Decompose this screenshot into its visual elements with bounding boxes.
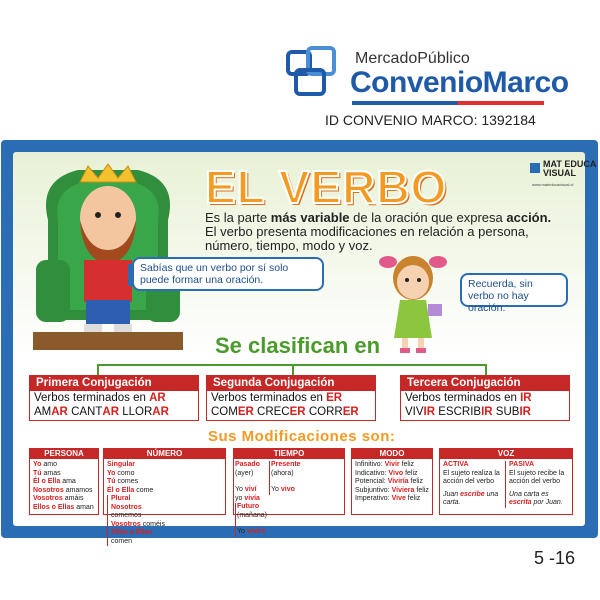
conjugation-rule: Verbos terminados en IR: [405, 392, 532, 404]
conjugation-rule: Verbos terminados en ER: [211, 392, 343, 404]
girl-illustration: [370, 250, 456, 355]
modifications-title: Sus Modificaciones son:: [208, 428, 396, 445]
modo-row: Infinitivo: Vivir feliz: [355, 461, 415, 468]
conjugation-rule: Verbos terminados en AR: [34, 392, 166, 404]
definition: Es la parte más variable de la oración que expresa acción. El verbo presenta modificaciones en relación a persona, número, tiempo, modo y voz.: [205, 210, 552, 253]
speech-bubble-right: Recuerda, sin verbo no hay oración.: [460, 273, 568, 307]
voz-pasiva: PASIVA El sujeto recibe la acción del verbo Una carta es escrita por Juan.: [505, 461, 569, 508]
modo-row: Indicativo: Vivo feliz: [355, 469, 418, 477]
persona-row: Él o Ella ama: [33, 478, 76, 485]
tiempo-presente: Presente (ahora) Yo vivo: [269, 461, 306, 495]
brand-top: MercadoPúblico: [355, 50, 470, 67]
conjugation-examples: AMAR CANTAR LLORAR: [34, 406, 169, 418]
conjugation-examples: VIVIR ESCRIBIR SUBIR: [405, 406, 531, 418]
modo-box: [351, 448, 433, 515]
classify-title: Se clasifican en: [215, 333, 381, 358]
mat-site: www.mateducavisual.cl: [532, 182, 574, 187]
page-number: 5 -16: [534, 548, 576, 568]
conjugation-second: [206, 375, 376, 421]
conjugation-third: [400, 375, 570, 421]
conjugation-examples: COMER CRECER CORRER: [211, 406, 359, 418]
modo-title: MODO: [352, 449, 432, 459]
conjugation-title: Tercera Conjugación: [401, 376, 569, 391]
numero-title: NÚMERO: [104, 449, 225, 459]
voz-activa: ACTIVA El sujeto realiza la acción del verbo Juan escribe una carta.: [443, 461, 500, 506]
mat-logo: MAT EDUCA VISUAL: [543, 159, 596, 178]
tiempo-futuro: Futuro (mañana) Yo viviré: [235, 503, 273, 537]
brand-flag-bar: [352, 101, 544, 105]
mat-logo-icon: [530, 163, 540, 173]
modo-row: Potencial: Viviría feliz: [355, 478, 423, 485]
voz-title: VOZ: [440, 449, 572, 459]
persona-row: Nosotros amamos: [33, 486, 93, 494]
conjugation-title: Segunda Conjugación: [207, 376, 375, 391]
brand-main: ConvenioMarco: [350, 66, 569, 99]
persona-title: PERSONA: [30, 449, 98, 459]
mercadopublico-logo: [286, 46, 338, 98]
persona-box: [29, 448, 99, 515]
persona-row: Tú amas: [33, 469, 61, 477]
modo-row: Imperativo: Vive feliz: [355, 495, 421, 502]
numero-singular: Singular Yo como Tú comes Él o Ella come: [107, 461, 154, 494]
tiempo-box: [233, 448, 345, 535]
tiempo-pasado: Pasado (ayer) Yo viví yo vivía: [235, 461, 260, 502]
numero-box: [103, 448, 226, 545]
conjugation-first: [29, 375, 199, 421]
voz-box: [439, 448, 573, 515]
modo-row: Subjuntivo: Viviera feliz: [355, 486, 429, 494]
numero-plural: Plural Nosotros comemos Vosotros coméis Ellos o Ellas comen: [107, 495, 173, 546]
persona-row: Yo amo: [33, 461, 58, 468]
convenio-id: ID CONVENIO MARCO: 1392184: [325, 112, 536, 128]
speech-bubble-left: Sabías que un verbo por sí solo puede formar una oración.: [132, 257, 324, 291]
conjugation-title: Primera Conjugación: [30, 376, 198, 391]
tiempo-title: TIEMPO: [234, 449, 344, 459]
persona-row: Vosotros amáis: [33, 495, 84, 502]
poster-title: EL VERBO: [205, 161, 448, 213]
persona-row: Ellos o Ellas aman: [33, 503, 94, 511]
